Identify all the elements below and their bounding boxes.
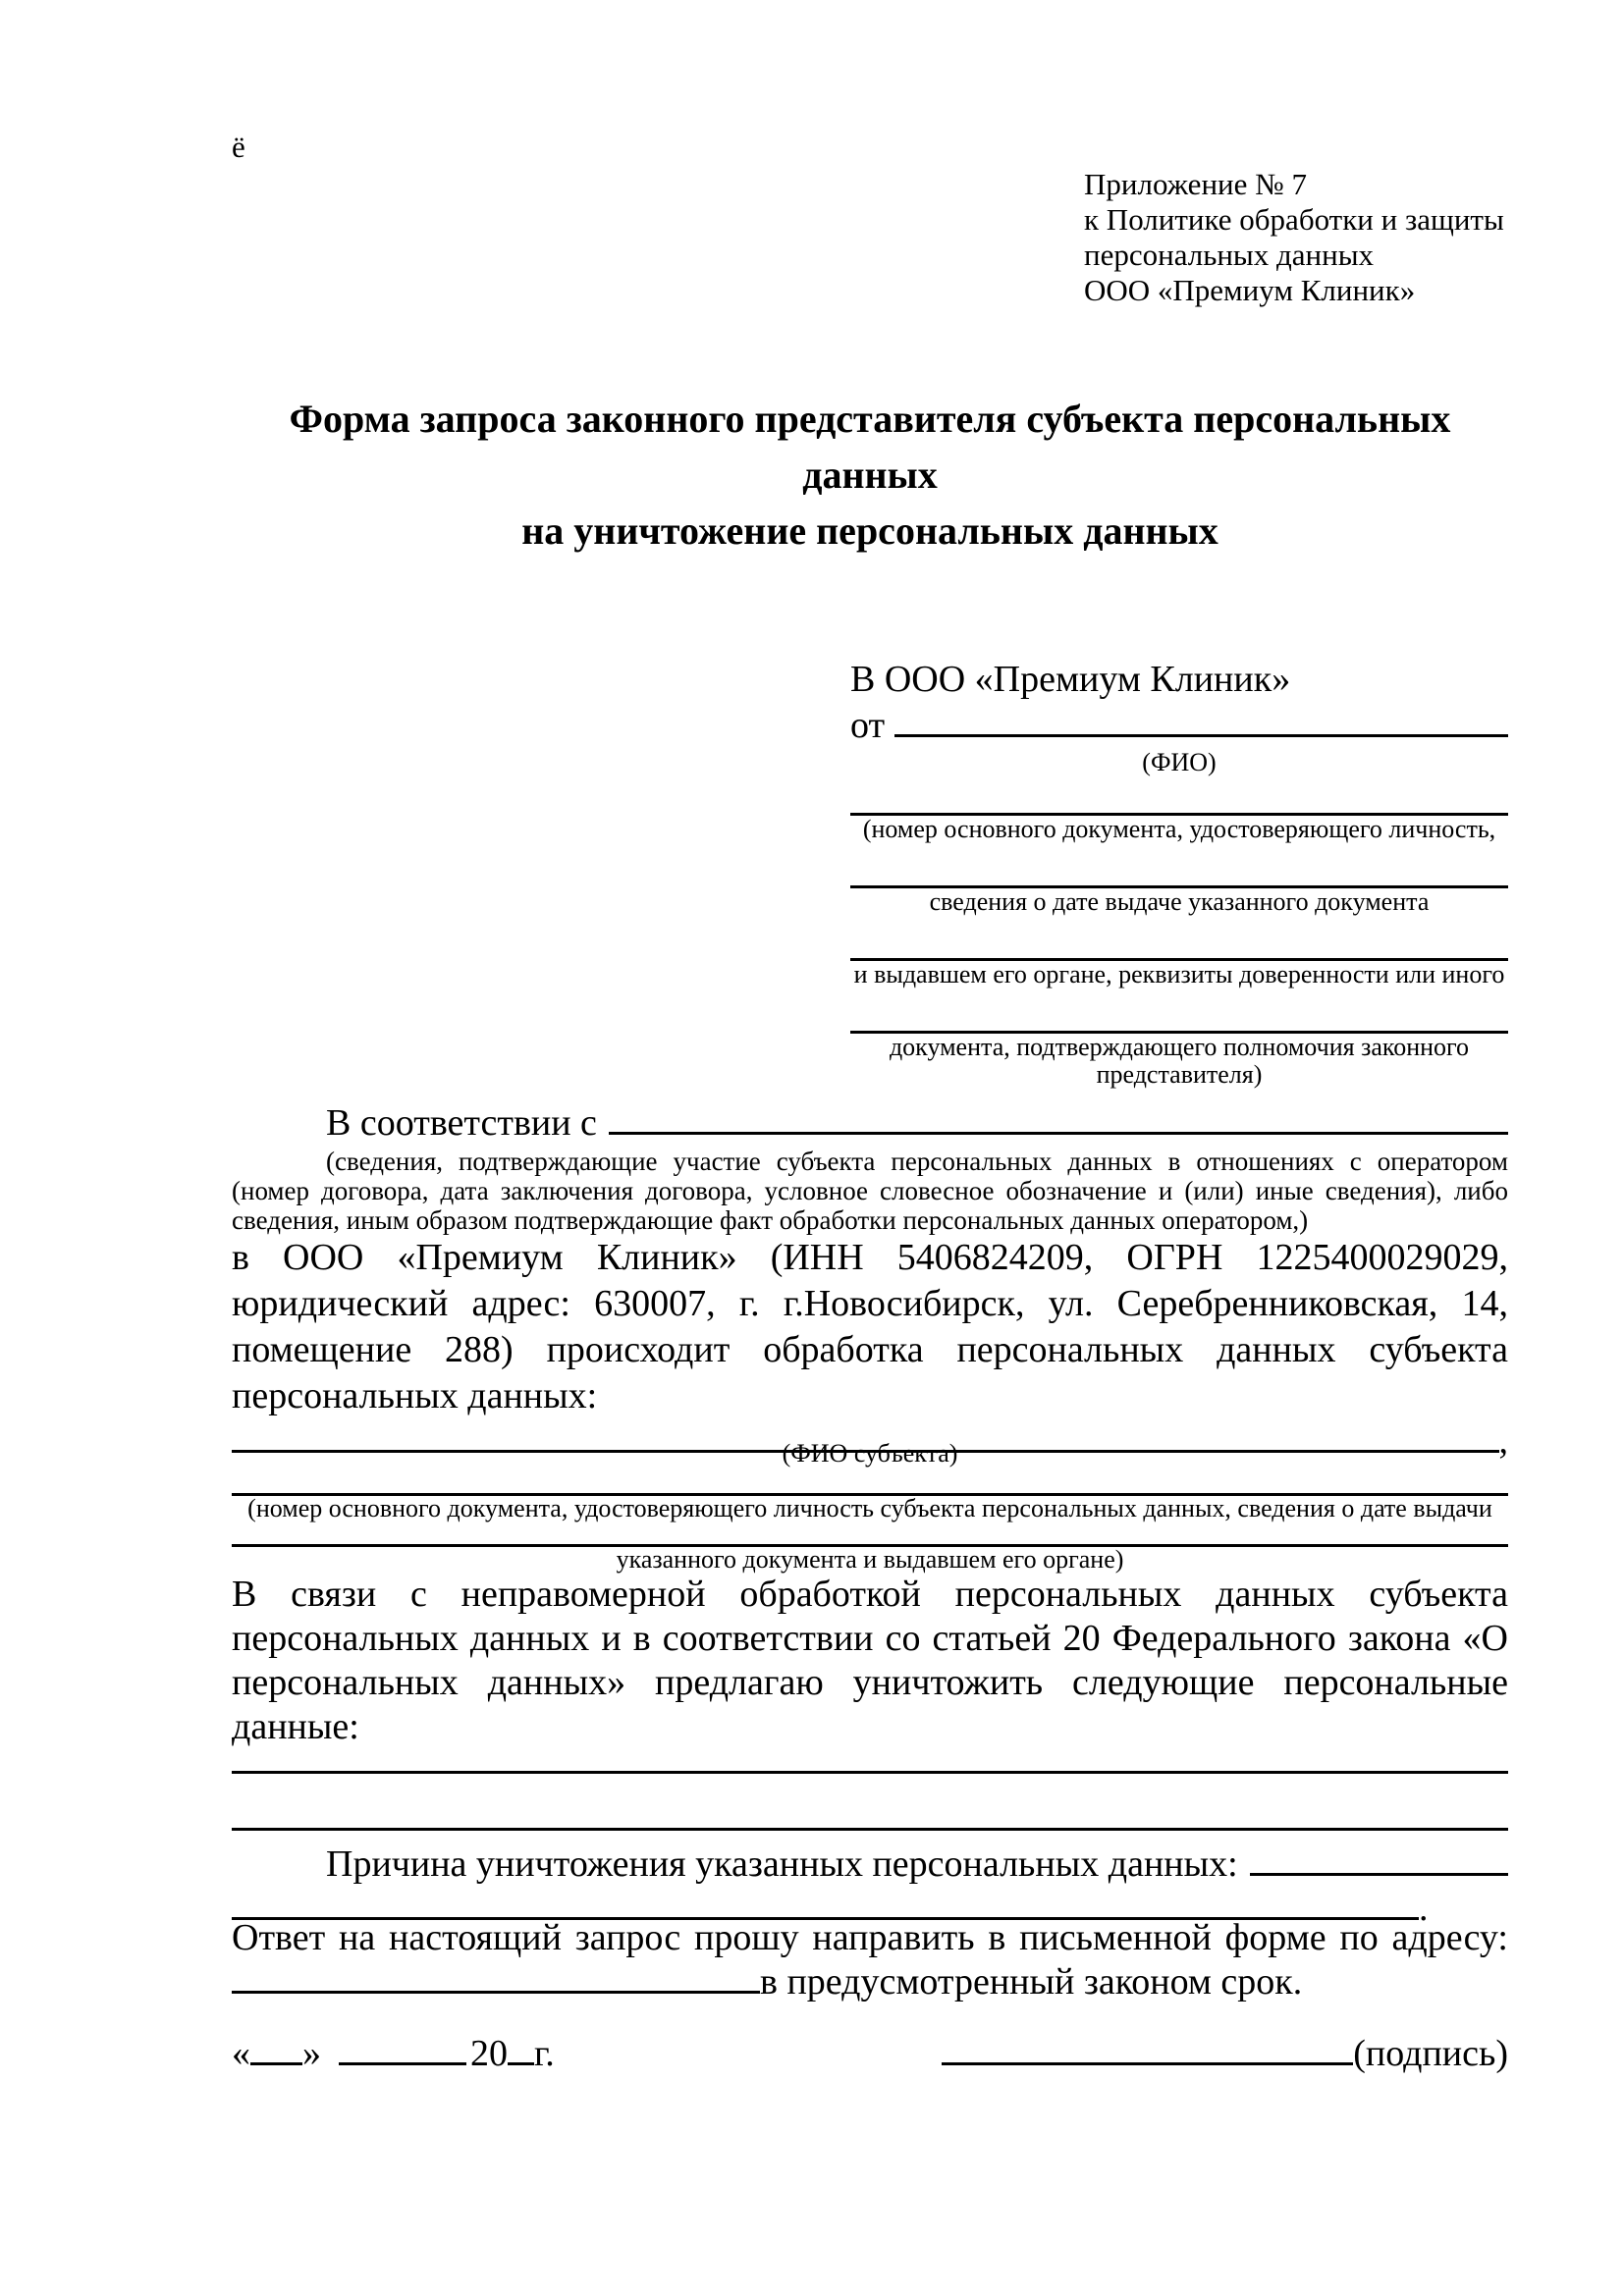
- form-title-line2: на уничтожение персональных данных: [521, 508, 1218, 553]
- appendix-line: ООО «Премиум Клиник»: [1084, 273, 1416, 307]
- form-title: [232, 391, 1508, 559]
- reply-tail: в предусмотренный законом срок.: [760, 1961, 1303, 2002]
- year-fill-line: [508, 2062, 534, 2065]
- accordance-fill-in-line: [609, 1132, 1508, 1135]
- document-content: [0, 128, 1624, 2076]
- representative-doc-fill-line: [850, 776, 1508, 816]
- subject-doc-fill-line: [232, 1522, 1508, 1547]
- day-fill-line: [250, 2062, 302, 2065]
- address-fill-in-line: [232, 1991, 760, 1994]
- demand-paragraph: В связи с неправомерной обработкой персональных данных субъекта персональных данных и в соответствии со статьей 20 Федерального закона «О персональных данных» предлагаю уничтожить следующие персональные данные:: [232, 1574, 1508, 1747]
- representative-doc-caption: сведения о дате выдаче указанного документа: [929, 887, 1430, 916]
- representative-doc-fill-line: [850, 988, 1508, 1034]
- operator-paragraph: в ООО «Премиум Клиник» (ИНН 5406824209, ОГРН 1225400029029, юридический адрес: 630007, г. г.Новосибирск, ул. Серебренниковская, 14, помещение 288) происходит обработка персональных данных субъекта персональных данных:: [232, 1237, 1508, 1416]
- appendix-line: Приложение № 7: [1084, 167, 1307, 201]
- date-signature-row: [232, 2032, 1508, 2076]
- form-title-line1: Форма запроса законного представителя субъекта персональных данных: [289, 397, 1451, 497]
- addressee-company: В ООО «Премиум Клиник»: [850, 659, 1291, 700]
- fio-caption: (ФИО): [1142, 748, 1217, 776]
- reason-line: [232, 1842, 1508, 1887]
- from-line: [850, 703, 1508, 749]
- accordance-note: (сведения, подтверждающие участие субъекта персональных данных в отношениях с оператором (номер договора, дата заключения договора, условное словесное обозначение и (или) иные сведения), либо сведения, иным образом подтверждающие факт обработки персональных данных оператором,): [232, 1147, 1508, 1235]
- subject-fio-caption: (ФИО субъекта): [782, 1439, 958, 1468]
- signature-fill-line: [942, 2062, 1353, 2065]
- representative-doc-fill-line: [850, 843, 1508, 888]
- accordance-label: В соответствии с: [326, 1102, 597, 1144]
- data-fill-line: [232, 1749, 1508, 1774]
- reason-continuation-line: [232, 1887, 1508, 1929]
- year-suffix: г.: [534, 2033, 555, 2074]
- representative-doc-caption: и выдавшем его органе, реквизиты доверенности или иного: [853, 960, 1505, 988]
- month-fill-line: [339, 2062, 466, 2065]
- appendix-line: персональных данных: [1084, 238, 1375, 272]
- date-group: [232, 2032, 555, 2076]
- appendix-block: [1084, 167, 1508, 308]
- addressee-block: [850, 657, 1508, 1089]
- subject-doc-fill-line: [232, 1467, 1508, 1496]
- representative-doc-caption: (номер основного документа, удостоверяющего личность,: [862, 815, 1496, 843]
- representative-doc-caption: документа, подтверждающего полномочия законного представителя): [889, 1033, 1470, 1089]
- accordance-line: [232, 1100, 1508, 1147]
- reason-fill-in-line: [1250, 1873, 1508, 1876]
- from-label: от: [850, 705, 886, 746]
- subject-doc-caption: указанного документа и выдавшем его органе): [616, 1545, 1124, 1574]
- signature-caption: (подпись): [1353, 2033, 1508, 2074]
- open-quote: «: [232, 2033, 250, 2074]
- reply-paragraph: [232, 1916, 1508, 2004]
- from-fill-in-line: [894, 734, 1508, 737]
- appendix-line: к Политике обработки и защиты: [1084, 202, 1504, 237]
- data-fill-line: [232, 1774, 1508, 1831]
- stray-character: ё: [232, 130, 245, 164]
- year-century: 20: [470, 2033, 508, 2074]
- reason-label: Причина уничтожения указанных персональных данных:: [326, 1843, 1238, 1885]
- reply-text: Ответ на настоящий запрос прошу направить в письменной форме по адресу:: [232, 1917, 1508, 1958]
- signature-group: [942, 2032, 1508, 2076]
- close-quote: »: [302, 2033, 321, 2074]
- trailing-period: .: [1419, 1888, 1429, 1929]
- trailing-comma: ,: [1498, 1420, 1508, 1462]
- subject-doc-caption: (номер основного документа, удостоверяющего личность субъекта персональных данных, сведения о дате выдачи: [247, 1494, 1492, 1522]
- representative-doc-fill-line: [850, 916, 1508, 961]
